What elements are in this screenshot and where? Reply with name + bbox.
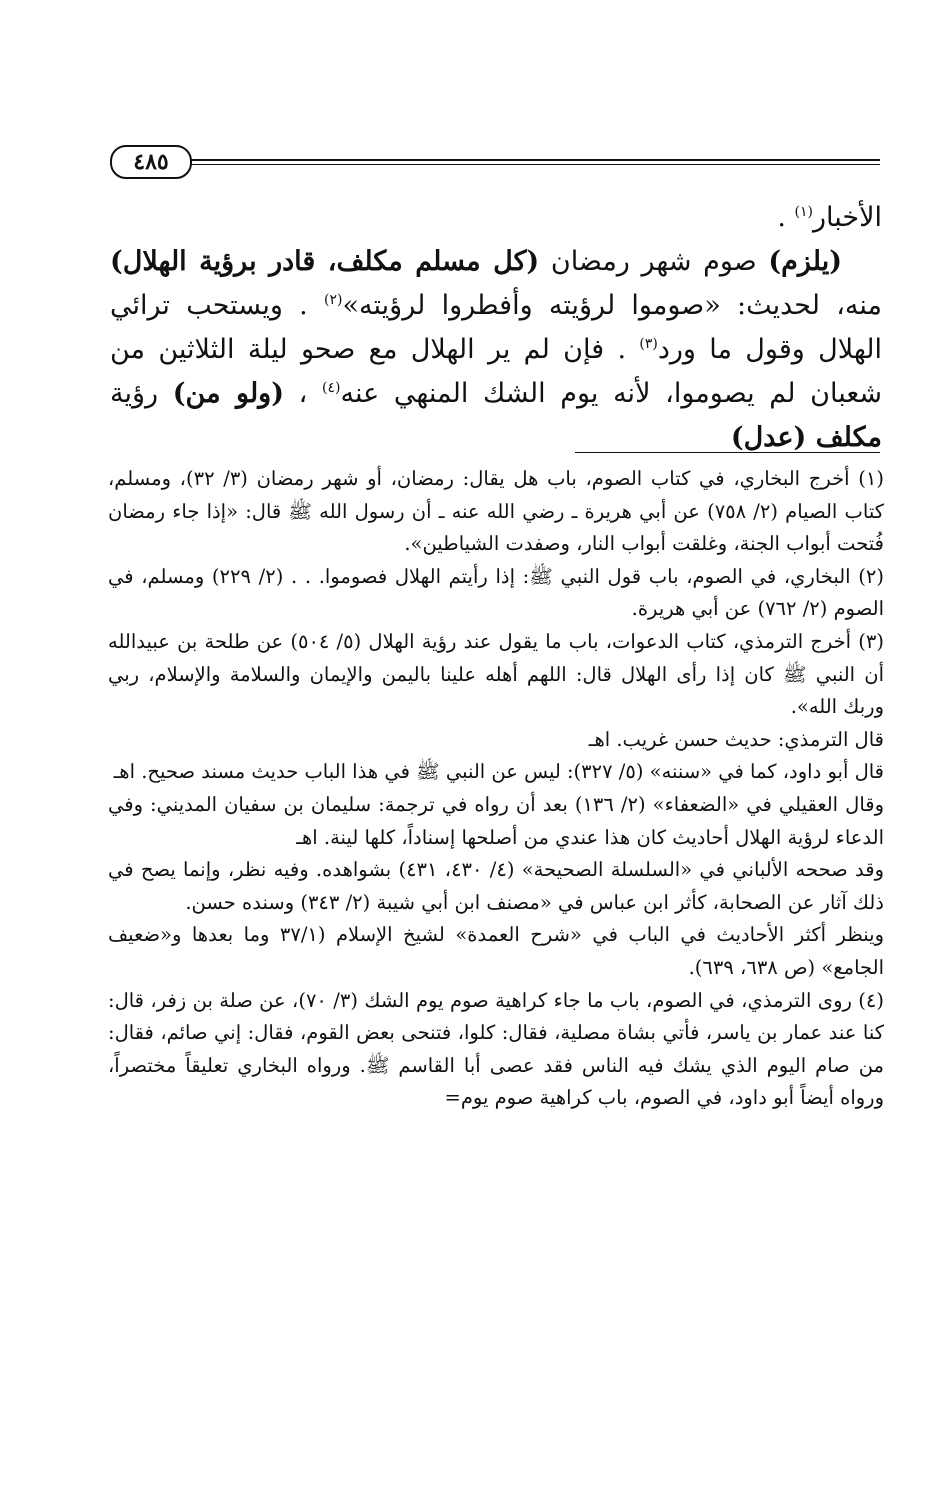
footnote-2: (٢) البخاري، في الصوم، باب قول النبي ﷺ: إذا رأيتم الهلال فصوموا. . . (٢/ ٢٢٩) ومسلم، في الصوم (٢/ ٧٦٢) عن أبي هريرة. xyxy=(108,564,884,621)
bold-text: (يلزم) xyxy=(768,246,842,277)
footnote-separator xyxy=(575,452,880,453)
main-text-span: رؤية xyxy=(110,378,173,409)
footnote-ref: (١) xyxy=(794,204,813,220)
main-text-span: . xyxy=(777,202,795,233)
footnote-3-tirmidhi: قال الترمذي: حديث حسن غريب. اهـ xyxy=(588,727,884,751)
main-paragraph-1 xyxy=(110,196,882,240)
header-rule-thin xyxy=(180,164,880,165)
main-text xyxy=(110,196,882,460)
page-header xyxy=(110,143,880,179)
bold-text: (ولو من) xyxy=(172,378,284,409)
main-text-span: منه، لحديث: «صوموا لرؤيته وأفطروا لرؤيته» xyxy=(342,290,883,321)
main-paragraph-2 xyxy=(110,240,882,460)
footnote-3-further: وينظر أكثر الأحاديث في الباب في «شرح العمدة» لشيخ الإسلام (٣٧/١ وما بعدها و«ضعيف الجامع» (ص ٦٣٨، ٦٣٩). xyxy=(108,923,884,979)
footnote-ref: (٤) xyxy=(322,380,341,396)
footnote-3-uqayli: وقال العقيلي في «الضعفاء» (٢/ ١٣٦) بعد أن رواه في ترجمة: سليمان بن سفيان المديني: وفي الدعاء لرؤية الهلال أحاديث كان هذا عندي من أصلحها إسناداً، كلها لينة. اهـ xyxy=(108,792,884,849)
page-number: ٤٨٥ xyxy=(110,145,192,179)
footnote-1: (١) أخرج البخاري، في كتاب الصوم، باب هل يقال: رمضان، أو شهر رمضان (٣/ ٣٢)، ومسلم، كتاب الصيام (٢/ ٧٥٨) عن أبي هريرة ـ رضي الله عنه ـ أن رسول الله ﷺ قال: «إذا جاء رمضان فُتحت أبواب الجنة، وغلقت أبواب النار، وصفدت الشياطين». xyxy=(108,467,884,556)
footnote-3: (٣) أخرج الترمذي، كتاب الدعوات، باب ما يقول عند رؤية الهلال (٥/ ٥٠٤) عن طلحة بن عبيدالله أن النبي ﷺ كان إذا رأى الهلال قال: اللهم أهله علينا باليمن والإيمان والسلامة والإسلام، ربي وربك الله». xyxy=(108,629,884,719)
main-text-span: . فإن لم ير الهلال مع صحو ليلة الثلاثين من شعبان لم يصوموا، لأنه يوم الشك المنهي عنه xyxy=(110,334,882,409)
footnotes xyxy=(108,463,884,1115)
footnote-ref: (٣) xyxy=(639,336,658,352)
footnote-ref: (٢) xyxy=(324,292,343,308)
main-text-span: . ويستحب ترائي الهلال وقول ما ورد xyxy=(110,290,882,365)
footnote-4: (٤) روى الترمذي، في الصوم، باب ما جاء كراهية صوم يوم الشك (٣/ ٧٠)، عن صلة بن زفر، قال: كنا عند عمار بن ياسر، فأتي بشاة مصلية، فقال: كلوا، فتنحى بعض القوم، فقال: إني صائم، فقال: من صام اليوم الذي يشك فيه الناس فقد عصى أبا القاسم ﷺ. ورواه البخاري تعليقاً مختصراً، ورواه أيضاً أبو داود، في الصوم، باب كراهية صوم يوم= xyxy=(108,988,885,1110)
main-text-span: الأخبار xyxy=(812,202,882,233)
footnote-3-abudawud: قال أبو داود، كما في «سننه» (٥/ ٣٢٧): ليس عن النبي ﷺ في هذا الباب حديث مسند صحيح. اهـ xyxy=(113,760,884,784)
bold-text: (كل مسلم مكلف، قادر برؤية الهلال) xyxy=(110,246,540,277)
main-text-span: صوم شهر رمضان xyxy=(539,246,769,277)
footnote-3-albani: وقد صححه الألباني في «السلسلة الصحيحة» (٤/ ٤٣٠، ٤٣١) بشواهده. وفيه نظر، وإنما يصح في ذلك آثار عن الصحابة، كأثر ابن عباس في «مصنف ابن أبي شيبة (٢/ ٣٤٣) وسنده حسن. xyxy=(108,858,884,914)
main-text-span: ، xyxy=(284,378,323,409)
header-rule xyxy=(180,159,880,161)
bold-text: مكلف (عدل) xyxy=(730,422,882,453)
